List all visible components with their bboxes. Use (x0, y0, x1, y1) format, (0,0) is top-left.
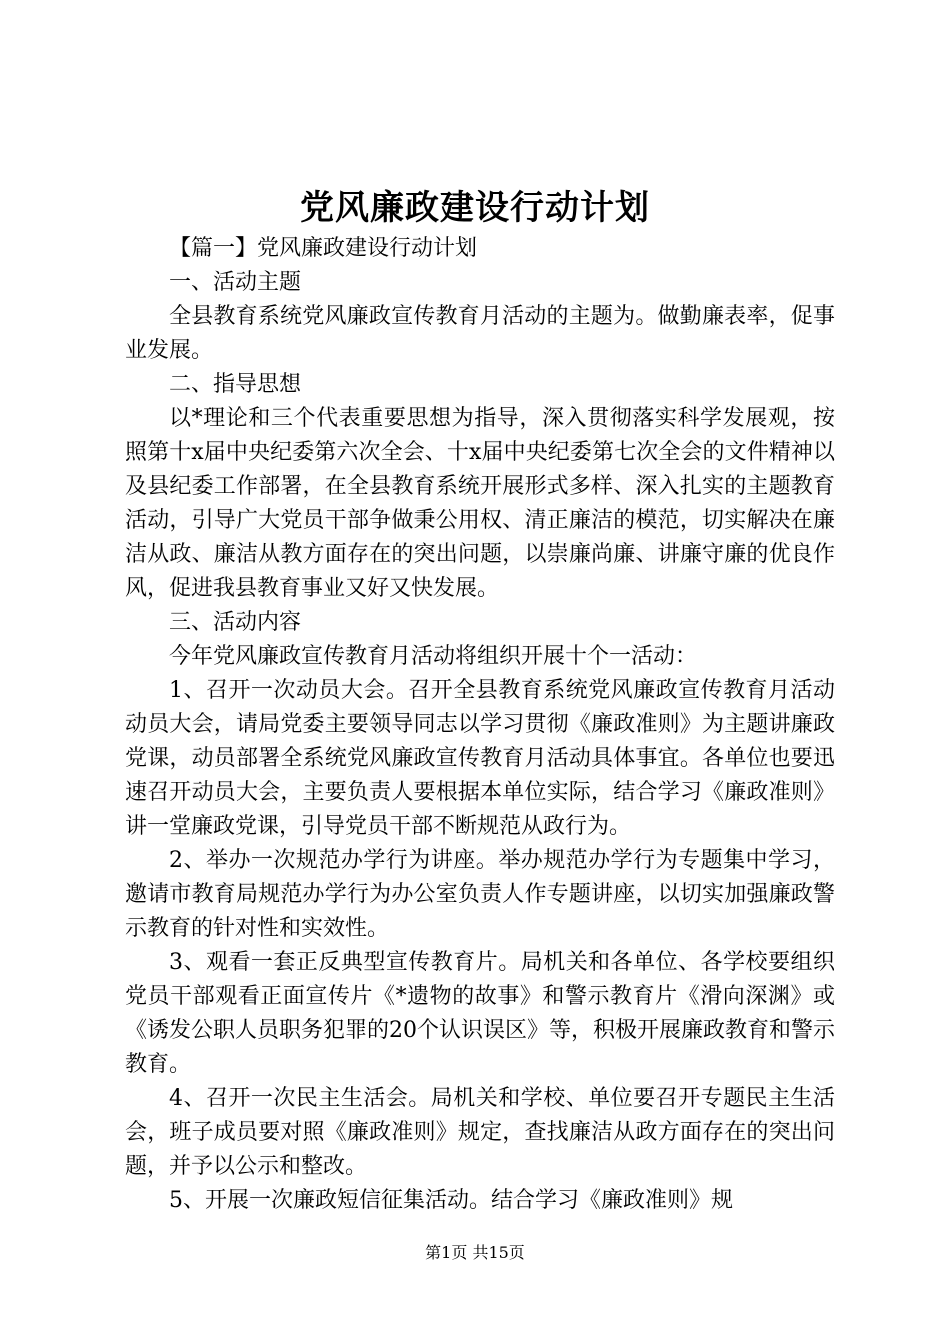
document-body (125, 232, 835, 1218)
section-heading-theme: 一、活动主题 (169, 270, 302, 295)
section-heading-guiding-thought: 二、指导思想 (169, 372, 302, 397)
paragraph-content-intro: 今年党风廉政宣传教育月活动将组织开展十个一活动： (169, 644, 698, 669)
paragraph-item-4: 4、召开一次民主生活会。局机关和学校、单位要召开专题民主生活会，班子成员要对照《廉政准则》规定，查找廉洁从政方面存在的突出问题，并予以公示和整改。 (125, 1086, 835, 1179)
section-heading-part-one: 【篇一】党风廉政建设行动计划 (169, 236, 478, 261)
section-heading-content: 三、活动内容 (169, 610, 302, 635)
paragraph-guiding-thought: 以*理论和三个代表重要思想为指导，深入贯彻落实科学发展观，按照第十x届中央纪委第六次全会、十x届中央纪委第七次全会的文件精神以及县纪委工作部署，在全县教育系统开展形式多样、深入扎实的主题教育活动，引导广大党员干部争做秉公用权、清正廉洁的模范，切实解决在廉洁从政、廉洁从教方面存在的突出问题，以崇廉尚廉、讲廉守廉的优良作风，促进我县教育事业又好又快发展。 (125, 406, 835, 601)
paragraph-item-3: 3、观看一套正反典型宣传教育片。局机关和各单位、各学校要组织党员干部观看正面宣传片《*遗物的故事》和警示教育片《滑向深渊》或《诱发公职人员职务犯罪的20个认识误区》等，积极开展廉政教育和警示教育。 (125, 950, 835, 1077)
paragraph-item-2: 2、举办一次规范办学行为讲座。举办规范办学行为专题集中学习，邀请市教育局规范办学行为办公室负责人作专题讲座，以切实加强廉政警示教育的针对性和实效性。 (125, 848, 835, 941)
page-footer: 第1页 共15页 (425, 1243, 525, 1262)
paragraph-item-5: 5、开展一次廉政短信征集活动。结合学习《廉政准则》规 (169, 1188, 733, 1213)
paragraph-theme: 全县教育系统党风廉政宣传教育月活动的主题为。做勤廉表率，促事业发展。 (125, 304, 835, 363)
paragraph-item-1: 1、召开一次动员大会。召开全县教育系统党风廉政宣传教育月活动动员大会，请局党委主要领导同志以学习贯彻《廉政准则》为主题讲廉政党课，动员部署全系统党风廉政宣传教育月活动具体事宜。各单位也要迅速召开动员大会，主要负责人要根据本单位实际，结合学习《廉政准则》讲一堂廉政党课，引导党员干部不断规范从政行为。 (125, 678, 835, 839)
document-title: 党风廉政建设行动计划 (300, 188, 650, 228)
